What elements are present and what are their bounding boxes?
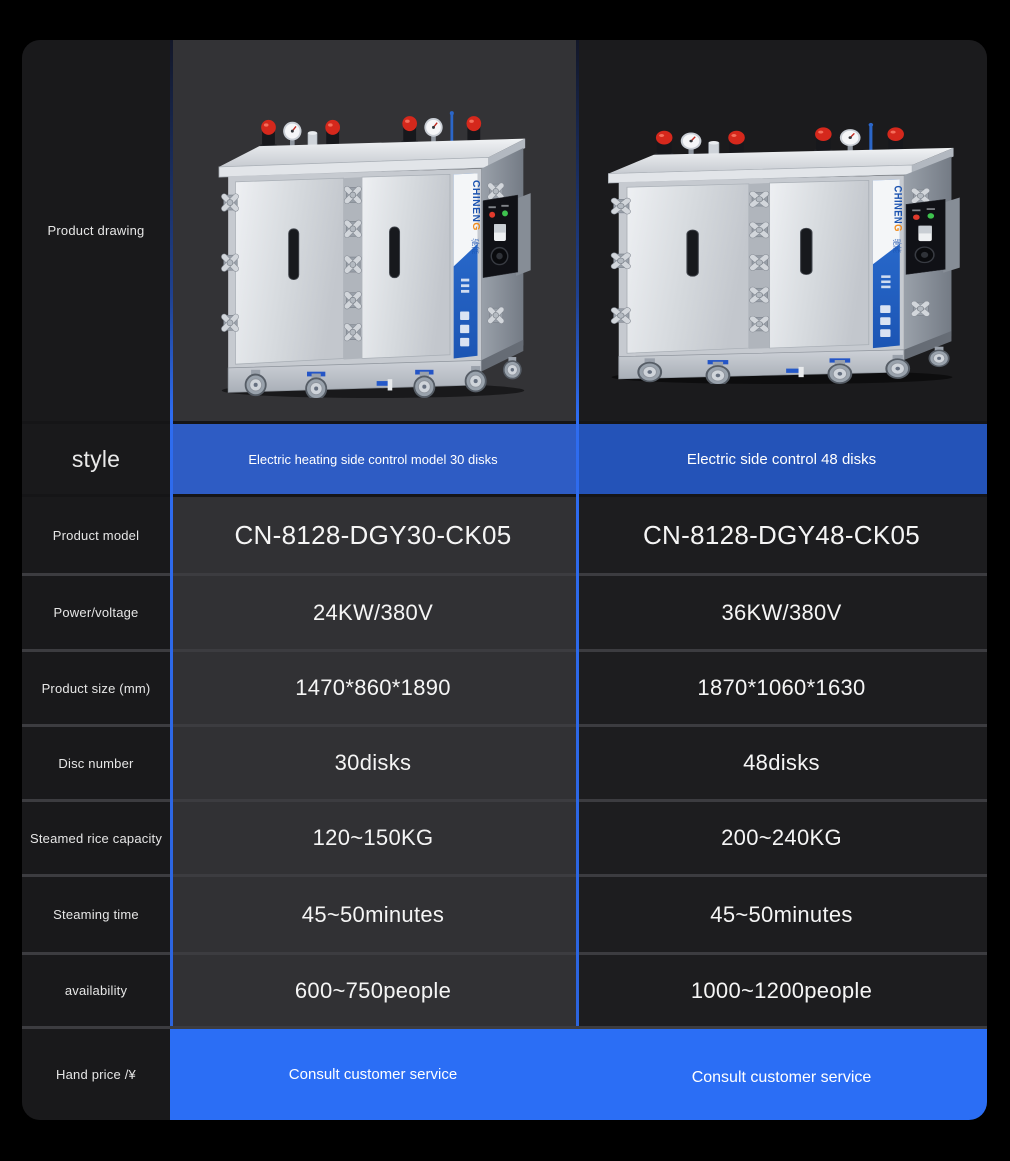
model-value-2 <box>576 494 987 573</box>
value-text: 1470*860*1890 <box>295 675 451 700</box>
disc-value-1 <box>170 724 576 799</box>
style-value-1 <box>170 421 576 494</box>
row-label-text: style <box>71 445 121 472</box>
row-label-text: Product drawing <box>47 223 145 238</box>
time-value-1 <box>170 874 576 952</box>
power-value-1 <box>170 573 576 649</box>
value-text: 1870*1060*1630 <box>697 675 866 700</box>
row-label-rice-capacity <box>22 799 170 874</box>
row-label-text: Power/voltage <box>53 605 139 620</box>
product-comparison-table <box>22 40 987 1120</box>
value-text: CN-8128-DGY30-CK05 <box>234 519 512 550</box>
price-banner <box>170 1026 987 1120</box>
value-text: 24KW/380V <box>312 599 434 625</box>
style-text: Electric heating side control model 30 disks <box>248 451 498 467</box>
row-label-text: Hand price /¥ <box>56 1067 136 1082</box>
style-text: Electric side control 48 disks <box>686 450 877 468</box>
value-text: 45~50minutes <box>710 901 853 927</box>
rice-value-2 <box>576 799 987 874</box>
style-value-2 <box>576 421 987 494</box>
steamer-30disks-image <box>208 86 538 398</box>
row-label-text: Product size (mm) <box>41 680 151 696</box>
column-divider-middle <box>576 40 579 1026</box>
disc-value-2 <box>576 724 987 799</box>
column-divider-left <box>170 40 173 1026</box>
value-text: 200~240KG <box>721 825 842 850</box>
row-label-style <box>22 421 170 494</box>
power-value-2 <box>576 573 987 649</box>
value-text: 36KW/380V <box>721 599 842 625</box>
row-label-product-model <box>22 494 170 573</box>
row-label-text: Product model <box>52 527 140 543</box>
row-label-text: Disc number <box>58 755 134 771</box>
row-label-text: availability <box>64 983 128 998</box>
time-value-2 <box>576 874 987 952</box>
model-value-1 <box>170 494 576 573</box>
row-label-text: Steaming time <box>53 907 139 922</box>
price-value-1: Consult customer service <box>288 1066 458 1083</box>
value-text: CN-8128-DGY48-CK05 <box>642 519 921 550</box>
steamer-48disks-image <box>596 100 968 384</box>
value-text: 30disks <box>334 750 412 775</box>
value-text: 45~50minutes <box>301 901 445 927</box>
rice-value-1 <box>170 799 576 874</box>
product-image-cell-2 <box>576 40 987 421</box>
row-label-product-drawing <box>22 40 170 421</box>
value-text: 1000~1200people <box>690 977 873 1003</box>
size-value-1 <box>170 649 576 724</box>
availability-value-1 <box>170 952 576 1026</box>
size-value-2 <box>576 649 987 724</box>
availability-value-2 <box>576 952 987 1026</box>
price-value-2: Consult customer service <box>691 1069 872 1086</box>
product-image-cell-1 <box>170 40 576 421</box>
row-label-disc-number <box>22 724 170 799</box>
row-label-text: Steamed rice capacity <box>29 830 163 846</box>
value-text: 48disks <box>743 750 820 775</box>
row-label-product-size <box>22 649 170 724</box>
row-label-availability <box>22 952 170 1026</box>
value-text: 120~150KG <box>312 825 434 850</box>
value-text: 600~750people <box>294 977 452 1003</box>
row-label-steaming-time <box>22 874 170 952</box>
row-label-hand-price <box>22 1026 170 1120</box>
row-label-power-voltage <box>22 573 170 649</box>
